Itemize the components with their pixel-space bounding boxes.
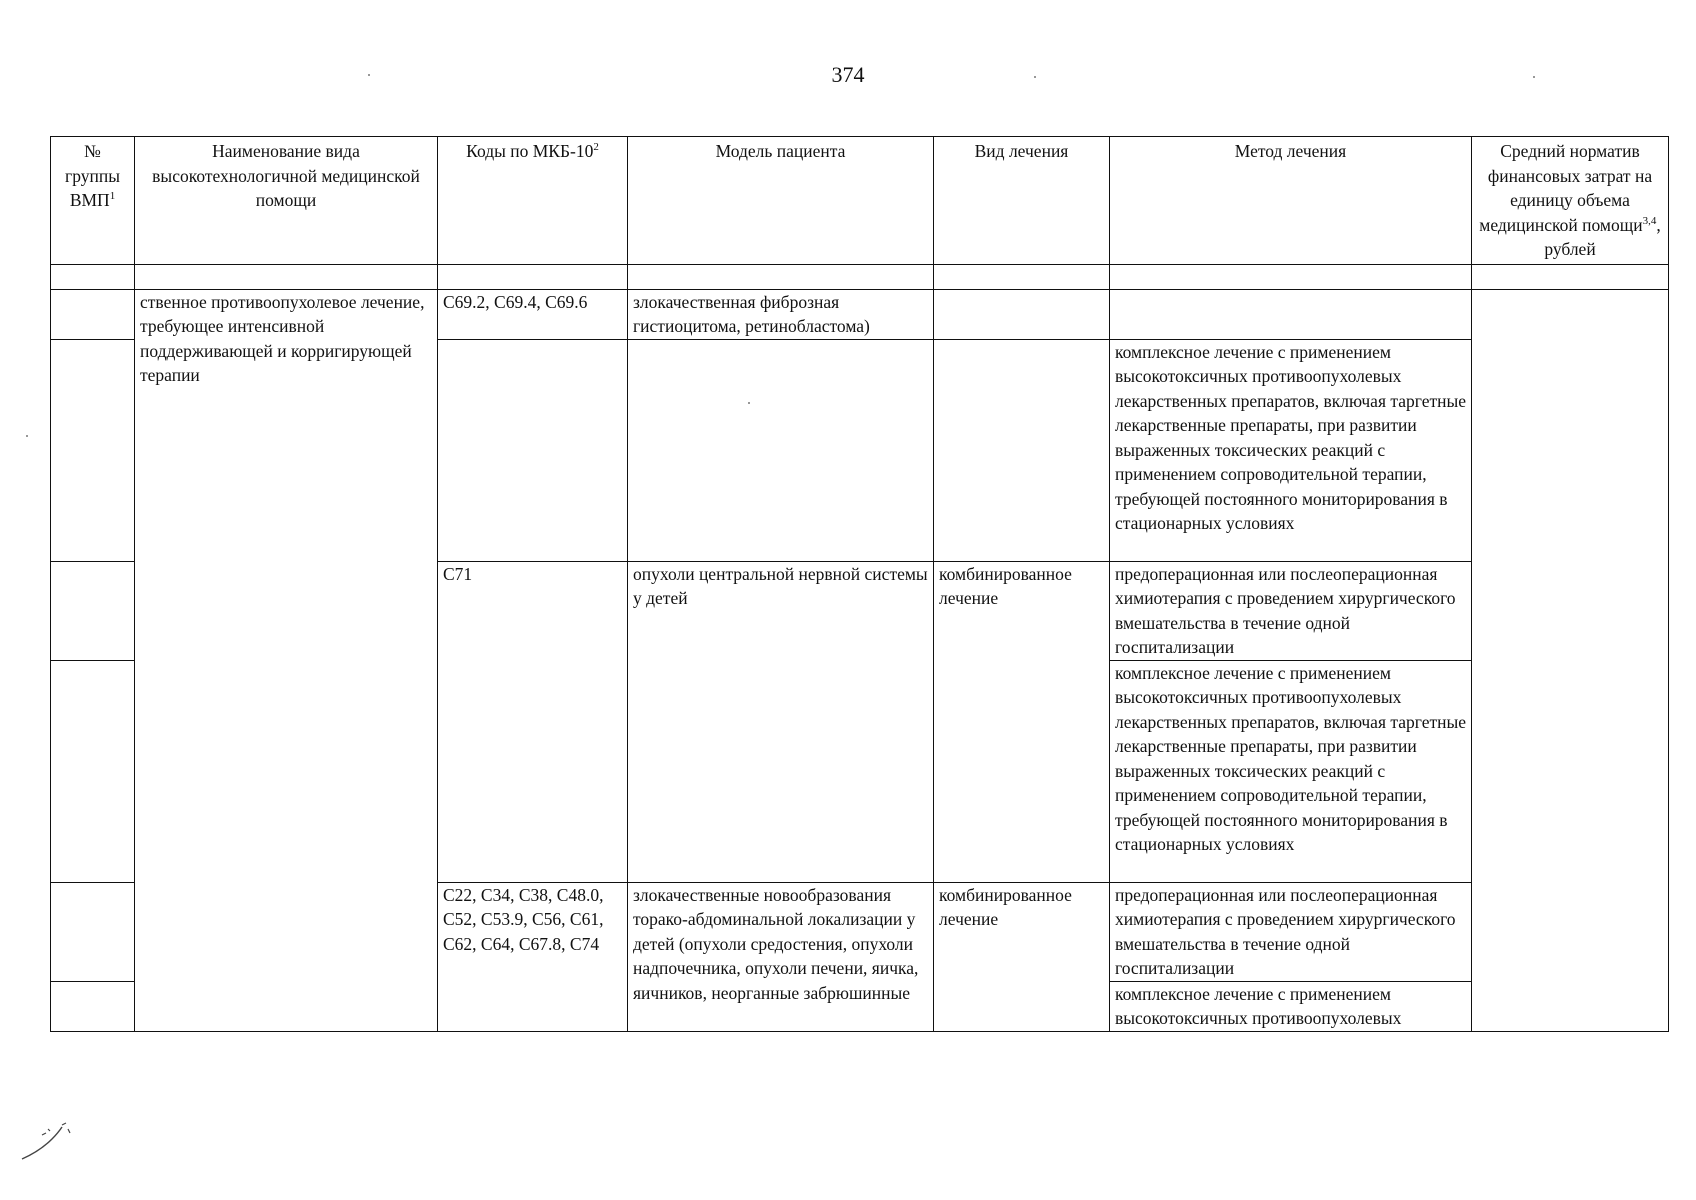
spacer-cell (934, 264, 1110, 289)
group-no-cell (51, 561, 135, 660)
header-method: Метод лечения (1110, 137, 1472, 265)
header-group-no: № группы ВМП$^1$ (51, 137, 135, 265)
codes-cell: C22, C34, C38, C48.0, C52, C53.9, C56, C61, C62, C64, C67.8, C74 (438, 882, 628, 1031)
header-treatment-type: Вид лечения (934, 137, 1110, 265)
spacer-cell (135, 264, 438, 289)
treatment-type-cell: комбинированное лечение (934, 561, 1110, 882)
header-model: Модель пациента (628, 137, 934, 265)
group-no-cell (51, 339, 135, 561)
header-cost: Средний норматив финансовых затрат на единицу объема медицинской помощи$^{3,4}$, рублей (1472, 137, 1669, 265)
scan-speck (26, 435, 28, 437)
header-name: Наименование вида высокотехнологичной медицинской помощи (135, 137, 438, 265)
vmp-table (50, 136, 1669, 1032)
scan-speck (748, 402, 750, 404)
treatment-type-cell (934, 289, 1110, 339)
group-no-cell (51, 882, 135, 981)
cost-cell (1472, 289, 1669, 1031)
name-cell: ственное противоопухолевое лечение, требующее интенсивной поддерживающей и корригирующей терапии (135, 289, 438, 1031)
method-cell: комплексное лечение с применением высокотоксичных противоопухолевых (1110, 981, 1472, 1031)
treatment-type-cell: комбинированное лечение (934, 882, 1110, 1031)
method-cell (1110, 289, 1472, 339)
spacer-cell (628, 264, 934, 289)
group-no-cell (51, 981, 135, 1031)
spacer-cell (51, 264, 135, 289)
header-row (51, 137, 1669, 265)
codes-cell: C71 (438, 561, 628, 882)
pen-mark (18, 1115, 78, 1165)
treatment-type-cell (934, 339, 1110, 561)
scan-speck (1034, 76, 1036, 78)
method-cell: комплексное лечение с применением высокотоксичных противоопухолевых лекарственных препаратов, включая таргетные лекарственные препараты, при развитии выраженных токсических реакций с применением сопроводительной терапии, требующей постоянного мониторирования в стационарных условиях (1110, 339, 1472, 561)
spacer-cell (1472, 264, 1669, 289)
method-cell: комплексное лечение с применением высокотоксичных противоопухолевых лекарственных препаратов, включая таргетные лекарственные препараты, при развитии выраженных токсических реакций с применением сопроводительной терапии, требующей постоянного мониторирования в стационарных условиях (1110, 660, 1472, 882)
model-cell: злокачественная фиброзная гистиоцитома, ретинобластома) (628, 289, 934, 339)
header-codes: Коды по МКБ-$10^2$ (438, 137, 628, 265)
spacer-row (51, 264, 1669, 289)
codes-cell (438, 339, 628, 561)
scan-speck (1533, 76, 1535, 78)
method-cell: предоперационная или послеоперационная химиотерапия с проведением хирургического вмешательства в течение одной госпитализации (1110, 882, 1472, 981)
model-cell (628, 339, 934, 561)
codes-cell: C69.2, C69.4, C69.6 (438, 289, 628, 339)
spacer-cell (438, 264, 628, 289)
scan-speck (368, 74, 370, 76)
table-row (51, 289, 1669, 339)
group-no-cell (51, 660, 135, 882)
method-cell: предоперационная или послеоперационная химиотерапия с проведением хирургического вмешательства в течение одной госпитализации (1110, 561, 1472, 660)
group-no-cell (51, 289, 135, 339)
spacer-cell (1110, 264, 1472, 289)
model-cell: опухоли центральной нервной системы у детей (628, 561, 934, 882)
model-cell: злокачественные новообразования торако-абдоминальной локализации у детей (опухоли средостения, опухоли надпочечника, опухоли печени, яичка, яичников, неорганные забрюшинные (628, 882, 934, 1031)
page-number: 374 (831, 62, 865, 87)
